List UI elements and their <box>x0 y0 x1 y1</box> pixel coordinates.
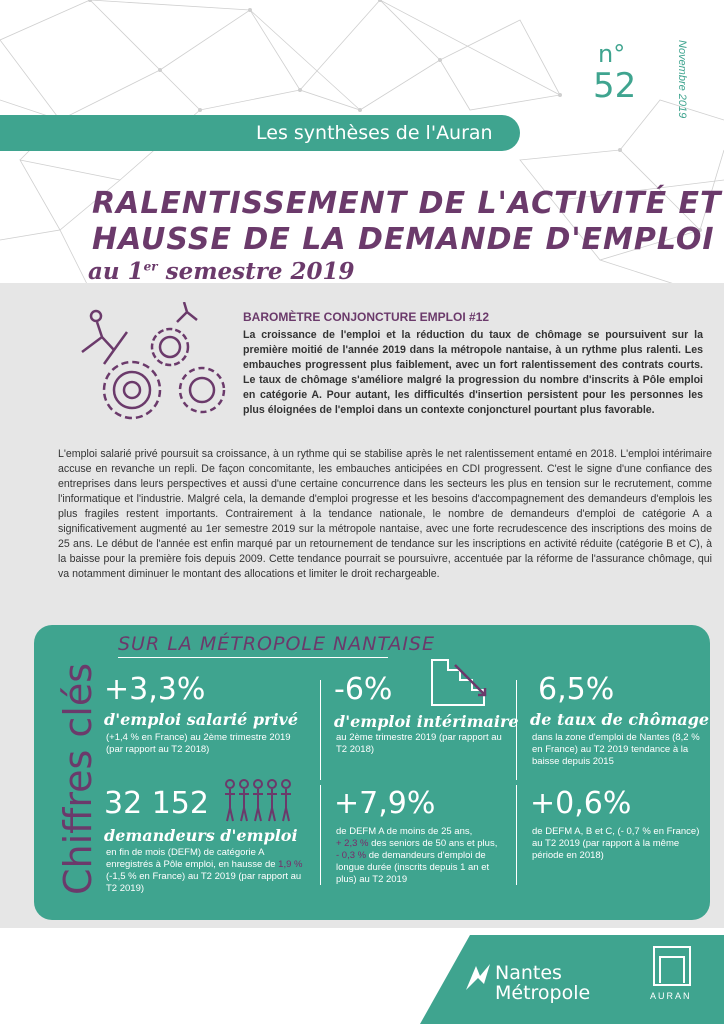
issue-prefix: n° <box>598 40 626 68</box>
kf-value-interim: -6% <box>334 672 393 707</box>
kf-desc-defm-jeunes: de DEFM A de moins de 25 ans, + 2,3 % des seniors de 50 ans et plus, - 0,3 % de demandeurs d'emploi de longue durée (inscrits depuis 1 an et plus) au T2 2019 <box>336 826 498 885</box>
kf-desc-emploi-salarie: (+1,4 % en France) au 2ème trimestre 2019 (par rapport au T2 2018) <box>106 732 291 755</box>
people-group-icon <box>222 776 302 826</box>
kf-desc-defm-abc: de DEFM A, B et C, (- 0,7 % en France) au T2 2019 (par rapport à la même période en 2018) <box>532 826 700 861</box>
title-line-1: RALENTISSEMENT DE L'ACTIVITÉ ET <box>92 186 722 221</box>
staircase-down-icon <box>430 655 500 710</box>
auran-logo-icon <box>652 945 692 987</box>
kf-value-demandeurs: 32 152 <box>104 786 209 821</box>
divider <box>320 680 321 780</box>
kf-value-defm-jeunes: +7,9% <box>334 786 436 821</box>
kf-value-chomage: 6,5% <box>538 672 615 707</box>
kf-label-chomage: de taux de chômage <box>530 710 710 729</box>
kf-desc-interim: au 2ème trimestre 2019 (par rapport au T2 2018) <box>336 732 502 755</box>
divider <box>516 785 517 885</box>
barometre-heading: BAROMÈTRE CONJONCTURE EMPLOI #12 <box>243 310 490 324</box>
series-title: Les synthèses de l'Auran <box>256 122 493 144</box>
gears-runner-illustration <box>72 302 237 442</box>
key-figures-heading: SUR LA MÉTROPOLE NANTAISE <box>118 633 435 655</box>
divider <box>320 785 321 885</box>
nantes-metropole-logo-text: Nantes Métropole <box>495 962 591 1004</box>
kf-label-interim: d'emploi intérimaire <box>334 712 519 731</box>
kf-value-emploi-salarie: +3,3% <box>104 672 206 707</box>
kf-desc-chomage: dans la zone d'emploi de Nantes (8,2 % en France) au T2 2019 tendance à la baisse depuis 2015 <box>532 732 700 767</box>
issue-number: 52 <box>593 66 637 106</box>
kf-value-defm-abc: +0,6% <box>530 786 632 821</box>
kf-label-emploi-salarie: d'emploi salarié privé <box>104 710 299 729</box>
title-line-2: HAUSSE DE LA DEMANDE D'EMPLOI <box>92 222 715 257</box>
body-paragraph: L'emploi salarié privé poursuit sa croissance, à un rythme qui se stabilise après le net ralentissement entamé en 2018. L'emploi intérimaire accuse en revanche un repli. De façon concomitante, les embauches anticipées en CDI progressent. C'est le signe d'une confiance des entreprises dans leurs perspectives et aussi d'une certaine concurrence dans les secteurs les plus en tension sur le recrutement, comme l'informatique et l'industrie. Malgré cela, la demande d'emploi progresse et les besoins d'accompagnement des demandeurs d'emplois les plus fragiles restent importants. Contrairement à la tendance nationale, le nombre de demandeurs d'emploi de catégorie A a significativement augmenté au 1er semestre 2019 sur la métropole nantaise, avec une forte recrudescence des inscriptions des moins de 25 ans. Le début de l'année est enfin marqué par un retournement de tendance sur les inscriptions en activité réduite (catégorie B et C), à la baisse pour la première fois depuis 2009. Cette tendance pourrait se poursuivre, accentuée par la réforme de l'assurance chômage, qui va notamment diminuer le montant des allocations et limiter le droit rechargeable. <box>58 448 712 580</box>
auran-logo-text: AURAN <box>650 991 692 1001</box>
issue-date: Novembre 2019 <box>676 40 688 119</box>
title-subtitle: au 1er semestre 2019 <box>88 258 355 285</box>
nantes-metropole-logo-icon <box>462 960 494 994</box>
kf-desc-demandeurs: en fin de mois (DEFM) de catégorie A enregistrés à Pôle emploi, en hausse de 1,9 % (-1,5 % en France) au T2 2019 (par rapport au T2 2019) <box>106 847 303 894</box>
footer-band <box>0 935 724 1024</box>
heading-underline <box>118 657 388 658</box>
key-figures-side-title: Chiffres clés <box>56 662 100 895</box>
intro-paragraph: La croissance de l'emploi et la réduction du taux de chômage se poursuivent sur la première moitié de l'année 2019 dans la métropole nantaise, à un rythme plus ralenti. Les embauches progressent plus faiblement, avec un fort ralentissement des contrats courts. Le taux de chômage s'améliore malgré la progression du nombre d'inscrits à Pôle emploi en catégorie A. Pour autant, les difficultés d'insertion persistent pour les personnes les plus éloignées de l'emploi dans un contexte conjoncturel pourtant plus favorable. <box>243 329 703 416</box>
kf-label-demandeurs: demandeurs d'emploi <box>104 826 298 845</box>
